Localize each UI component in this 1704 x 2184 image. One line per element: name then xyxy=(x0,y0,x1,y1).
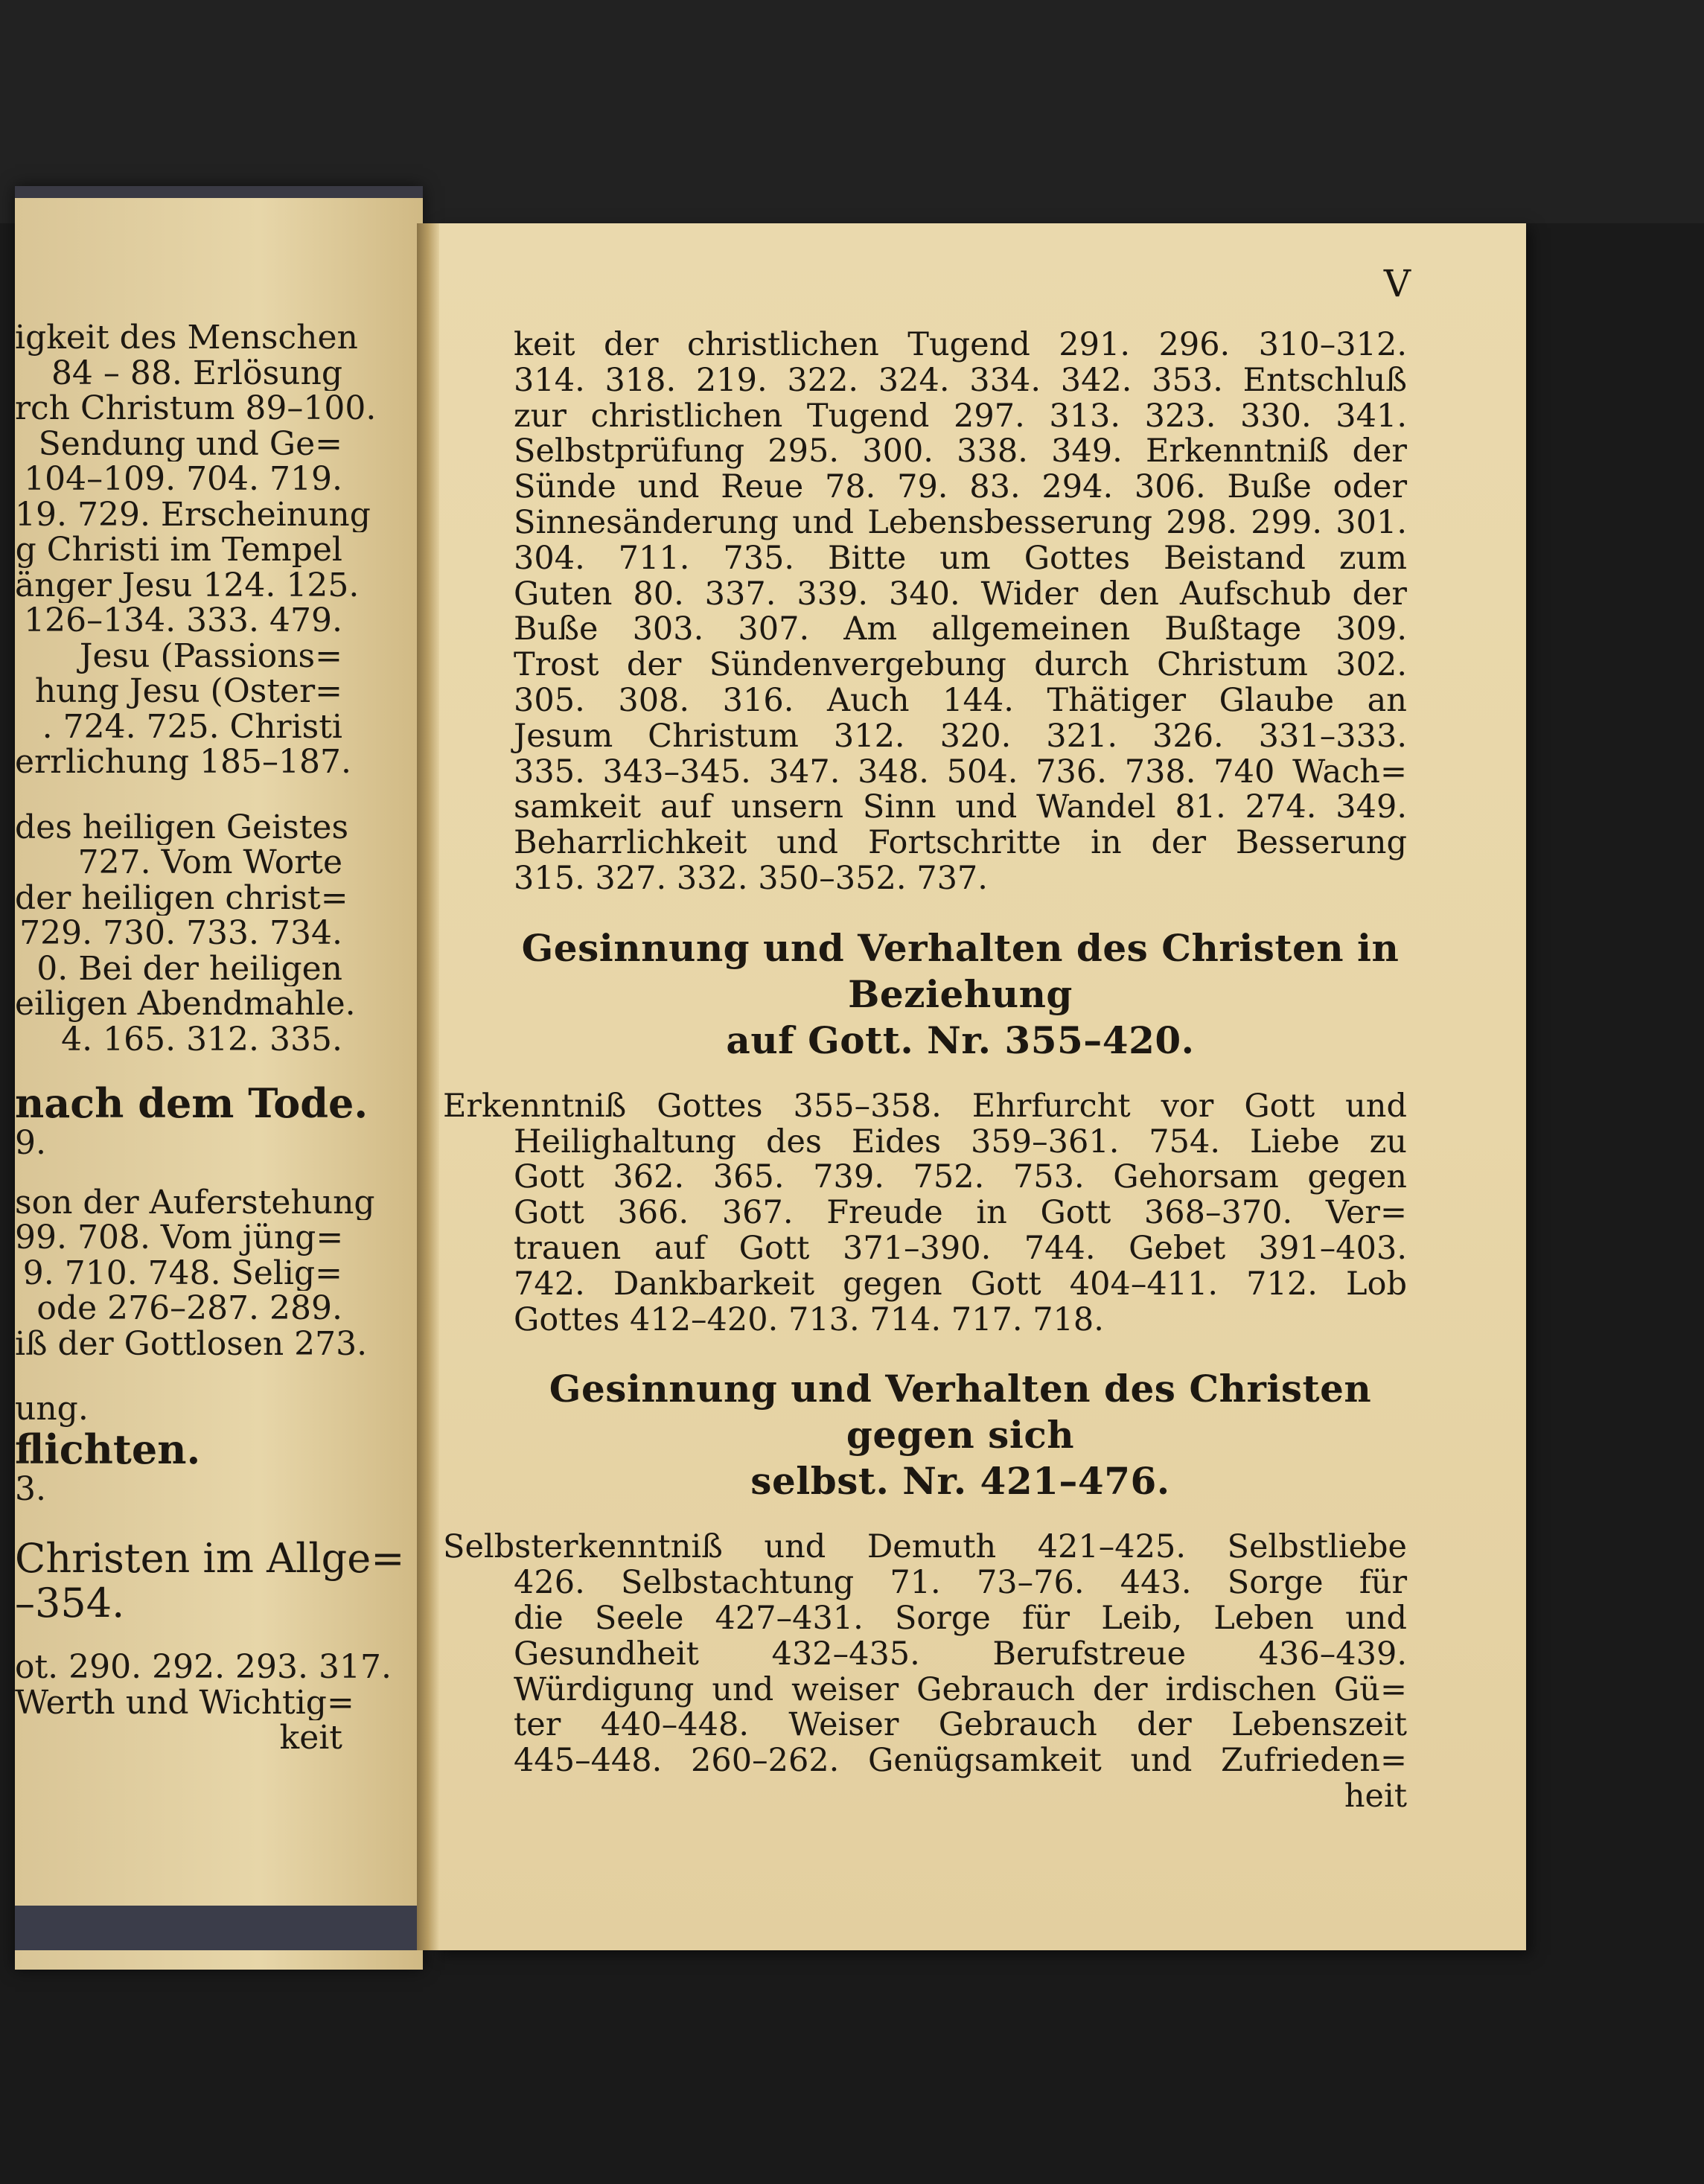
text-line: Sünde und Reue 78. 79. 83. 294. 306. Buße oder xyxy=(514,468,1407,506)
section-heading-god xyxy=(514,925,1407,1064)
left-line: ot. 290. 292. 293. 317. xyxy=(15,1650,392,1685)
section-heading-self xyxy=(514,1366,1407,1504)
text-line: Jesum Christum 312. 320. 321. 326. 331–333. xyxy=(514,717,1407,755)
text-line: 335. 343–345. 347. 348. 504. 736. 738. 740 Wach= xyxy=(514,753,1407,791)
left-line: rch Christum 89–100. xyxy=(15,391,377,427)
text-line: Gesundheit 432–435. Berufstreue 436–439. xyxy=(514,1635,1407,1673)
left-line: 9. xyxy=(15,1125,46,1161)
index-paragraph-virtue xyxy=(514,328,1407,897)
text-line: Gott 362. 365. 739. 752. 753. Gehorsam gegen xyxy=(514,1158,1407,1196)
text-line: 305. 308. 316. Auch 144. Thätiger Glaube an xyxy=(514,681,1407,719)
left-line: 4. 165. 312. 335. xyxy=(61,1021,342,1057)
left-line: änger Jesu 124. 125. xyxy=(15,567,360,603)
text-line: 445–448. 260–262. Genügsamkeit und Zufrieden= xyxy=(514,1742,1407,1780)
text-line: ter 440–448. Weiser Gebrauch der Lebenszeit xyxy=(514,1706,1407,1744)
left-heading: flichten. xyxy=(15,1426,201,1472)
left-line: 19. 729. Erscheinung xyxy=(15,496,371,532)
left-line: 99. 708. Vom jüng= xyxy=(15,1220,344,1256)
left-line: errlichung 185–187. xyxy=(15,744,352,780)
left-line: 727. Vom Worte xyxy=(77,845,342,881)
page-number: V xyxy=(1383,262,1411,305)
text-line: Selbstprüfung 295. 300. 338. 349. Erkenntniß der xyxy=(514,432,1407,470)
text-line: Würdigung und weiser Gebrauch der irdischen Gü= xyxy=(514,1670,1407,1708)
left-heading: Christen im Allge= xyxy=(15,1536,405,1581)
text-line: 314. 318. 219. 322. 324. 334. 342. 353. Entschluß xyxy=(514,361,1407,399)
text-line: Gott 366. 367. Freude in Gott 368–370. Ver= xyxy=(514,1194,1407,1232)
left-line: hung Jesu (Oster= xyxy=(34,674,342,709)
left-line: des heiligen Geistes xyxy=(15,809,349,845)
text-line: samkeit auf unsern Sinn und Wandel 81. 274. 349. xyxy=(514,788,1407,826)
left-line: keit xyxy=(279,1720,342,1756)
catchword: heit xyxy=(1344,1777,1407,1815)
left-line: igkeit des Menschen xyxy=(15,320,358,356)
text-line: Guten 80. 337. 339. 340. Wider den Aufschub der xyxy=(514,575,1407,613)
left-line: . 724. 725. Christi xyxy=(42,709,342,744)
text-line: Heilighaltung des Eides 359–361. 754. Liebe zu xyxy=(514,1123,1407,1160)
text-line: Buße 303. 307. Am allgemeinen Bußtage 309. xyxy=(514,610,1407,648)
left-page-text xyxy=(15,320,417,1756)
left-line: Jesu (Passions= xyxy=(79,638,342,674)
heading-line: Gesinnung und Verhalten des Christen in Beziehung xyxy=(521,925,1400,1016)
left-line: Sendung und Ge= xyxy=(38,426,342,462)
left-line: Werth und Wichtig= xyxy=(15,1685,354,1720)
book-gutter xyxy=(417,223,439,1950)
heading-line: selbst. Nr. 421–476. xyxy=(750,1459,1170,1504)
left-heading: nach dem Tode. xyxy=(15,1081,368,1125)
text-line: Gottes 412–420. 713. 714. 717. 718. xyxy=(514,1300,1104,1338)
left-line: ode 276–287. 289. xyxy=(36,1291,342,1326)
left-line: iß der Gottlosen 273. xyxy=(15,1326,368,1361)
text-line: Beharrlichkeit und Fortschritte in der Besserung xyxy=(514,824,1407,862)
left-line: der heiligen christ= xyxy=(15,880,348,916)
left-line: g Christi im Tempel xyxy=(15,532,342,568)
left-line: 0. Bei der heiligen xyxy=(36,951,342,986)
left-line: eiligen Abendmahle. xyxy=(15,986,356,1022)
text-line: 426. Selbstachtung 71. 73–76. 443. Sorge für xyxy=(514,1564,1407,1602)
right-page-text xyxy=(443,326,1407,1815)
left-line: 84 – 88. Erlösung xyxy=(51,355,342,391)
left-line: son der Auferstehung xyxy=(15,1184,375,1220)
text-line: Erkenntniß Gottes 355–358. Ehrfurcht vor Gott und xyxy=(443,1087,1407,1125)
left-line: 3. xyxy=(15,1471,46,1507)
text-line: Selbsterkenntniß und Demuth 421–425. Selbstliebe xyxy=(443,1528,1407,1566)
text-line: Sinnesänderung und Lebensbesserung 298. 299. 301. xyxy=(514,503,1407,541)
left-heading: –354. xyxy=(15,1581,125,1626)
left-line: 104–109. 704. 719. xyxy=(24,462,342,497)
index-paragraph-self xyxy=(443,1530,1407,1779)
text-line: 304. 711. 735. Bitte um Gottes Beistand zum xyxy=(514,539,1407,577)
text-line: trauen auf Gott 371–390. 744. Gebet 391–403. xyxy=(514,1229,1407,1267)
text-line: zur christlichen Tugend 297. 313. 323. 330. 341. xyxy=(514,397,1407,435)
text-line: 742. Dankbarkeit gegen Gott 404–411. 712. Lob xyxy=(514,1265,1407,1303)
index-paragraph-god xyxy=(443,1089,1407,1338)
left-line: 9. 710. 748. Selig= xyxy=(22,1255,342,1291)
left-line: 729. 730. 733. 734. xyxy=(19,916,342,951)
left-line: 126–134. 333. 479. xyxy=(24,603,342,639)
text-line: die Seele 427–431. Sorge für Leib, Leben und xyxy=(514,1599,1407,1637)
text-line: Trost der Sündenvergebung durch Christum 302. xyxy=(514,646,1407,684)
heading-line: auf Gott. Nr. 355–420. xyxy=(726,1018,1195,1062)
book-cover-edge xyxy=(15,1906,432,1950)
left-line: ung. xyxy=(15,1391,89,1427)
heading-line: Gesinnung und Verhalten des Christen gegen sich xyxy=(549,1367,1372,1457)
text-line: keit der christlichen Tugend 291. 296. 310–312. xyxy=(514,326,1407,363)
text-line: 315. 327. 332. 350–352. 737. xyxy=(514,859,988,897)
